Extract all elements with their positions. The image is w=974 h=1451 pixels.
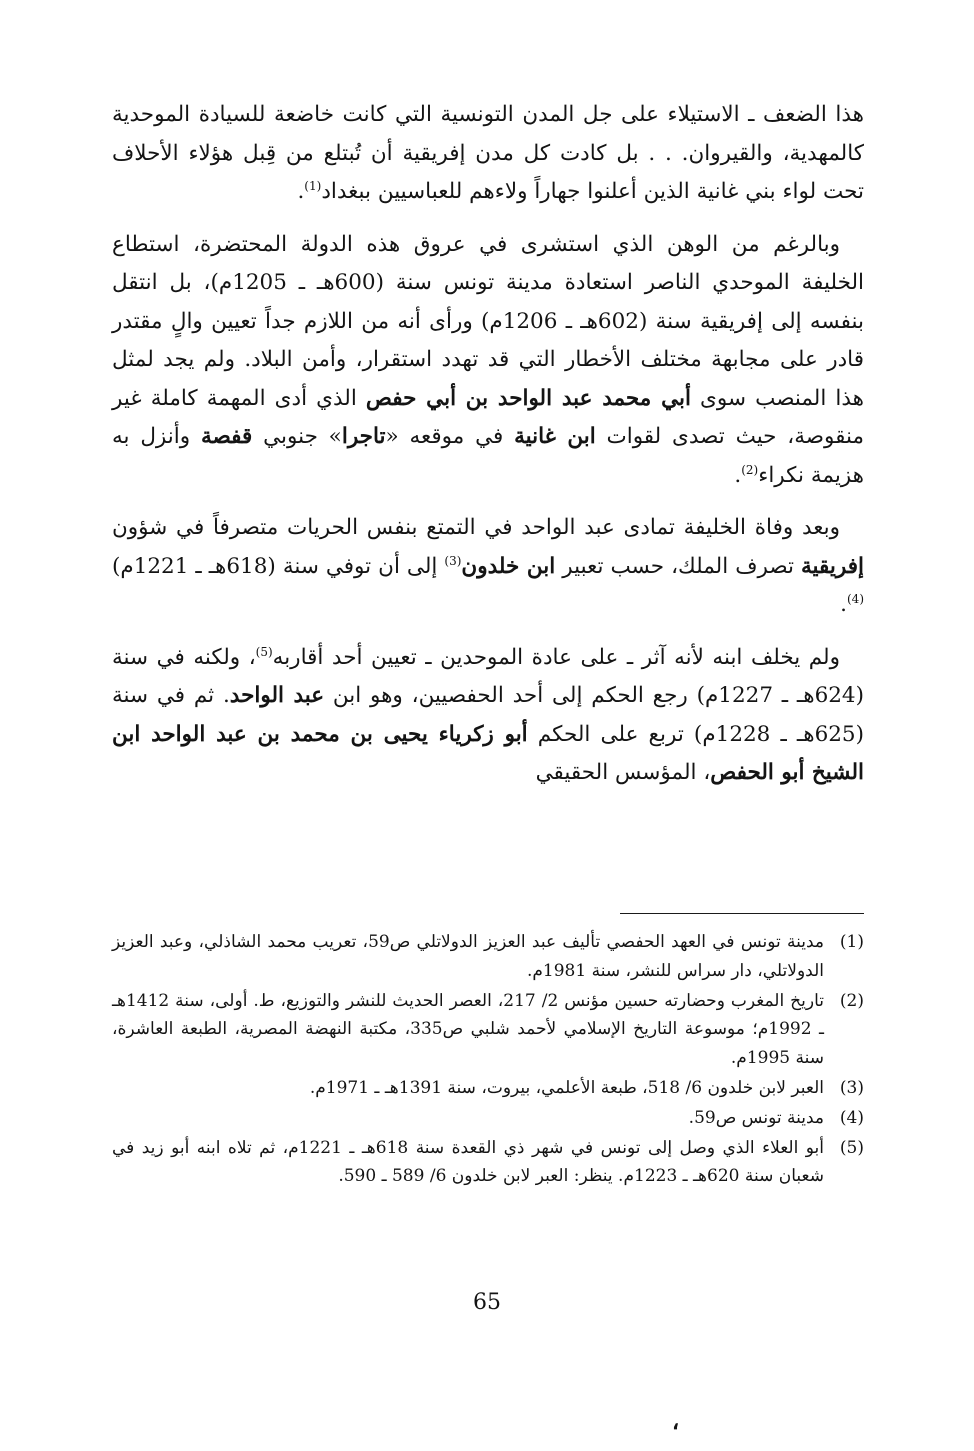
- footnote-ref: (4): [846, 591, 864, 606]
- footnote-text: مدينة تونس في العهد الحفصي تأليف عبد العزيز الدولاتلي ص59، تعريب محمد الشاذلي، وعبد العزيز الدولاتلي، دار سراس للنشر، سنة 1981م.: [112, 932, 825, 981]
- text-run: ، ولكنه في سنة (624هـ ـ 1227م) رجع الحكم إلى أحد الحفصيين، وهو ابن: [112, 644, 864, 708]
- footnote-number: (1): [839, 932, 864, 952]
- footnote-text: مدينة تونس ص59.: [688, 1107, 824, 1128]
- text-run: الذي أدى المهمة كاملة غير منقوصة، حيث تصدى لقوات: [112, 385, 864, 449]
- text-run: وبعد وفاة الخليفة تمادى عبد الواحد في التمتع بنفس الحريات متصرفاً في شؤون: [112, 515, 840, 540]
- footnote-text: العبر لابن خلدون 6/ 518، طبعة الأعلمي، بيروت، سنة 1391هـ ـ 1971م.: [309, 1077, 824, 1098]
- bold-name: أبي محمد عبد الواحد بن أبي حفص: [365, 385, 691, 411]
- footnote-2: [112, 987, 864, 1073]
- bold-name: عبد الواحد: [229, 683, 325, 708]
- footnote-3: [112, 1074, 864, 1103]
- text-run: . ثم في سنة (625هـ ـ 1228م) تربع على الحكم: [112, 683, 865, 747]
- bold-name: أبو زكرياء يحيى بن محمد بن عبد الواحد ابن الشيخ أبو الحفص: [112, 721, 864, 785]
- footnote-number: (3): [839, 1077, 864, 1098]
- bold-place: تاجرا: [341, 424, 386, 449]
- footnote-number: (4): [839, 1107, 864, 1128]
- page-number: 65: [473, 1290, 501, 1315]
- bold-place: إفريقية: [801, 553, 864, 579]
- footnote-divider: [620, 913, 864, 914]
- footnote-ref: (3): [444, 553, 462, 568]
- footnote-number: (5): [839, 1137, 864, 1158]
- text-run: ولم يخلف ابنه لأنه آثر ـ على عادة الموحدين ـ تعيين أحد أقاربه: [272, 644, 840, 670]
- paragraph-4: [112, 639, 864, 793]
- bold-name: ابن خلدون: [461, 553, 556, 579]
- footnote-number: (2): [839, 990, 864, 1011]
- text-run: إلى أن توفي سنة (618هـ ـ 1221م): [112, 553, 445, 579]
- stray-mark: ،: [672, 1409, 680, 1435]
- bold-name: ابن غانية: [514, 424, 596, 449]
- footnote-text: تاريخ المغرب وحضارته حسين مؤنس 2/ 217، العصر الحديث للنشر والتوزيع، ط. أولى، سنة 1412هـ ـ 1992م؛ موسوعة التاريخ الإسلامي لأحمد شلبي ص335، مكتبة النهضة المصرية، الطبعة العاشرة، سنة 1995م.: [112, 990, 824, 1069]
- footnote-ref: (5): [255, 644, 273, 659]
- footnote-1: [112, 928, 864, 986]
- footnotes: [112, 928, 864, 1192]
- text-run: .: [297, 179, 305, 204]
- text-run: ، المؤسس الحقيقي: [535, 760, 711, 785]
- paragraph-1: [112, 96, 864, 212]
- text-run: .: [840, 592, 847, 617]
- text-run: تصرف الملك، حسب تعبير: [555, 553, 801, 579]
- text-run: وأنزل به هزيمة نكراء: [112, 424, 864, 488]
- bold-place: قفصة: [200, 424, 253, 449]
- text-run: في موقعه «: [385, 424, 515, 449]
- text-run: .: [734, 462, 742, 488]
- paragraph-3: [112, 509, 864, 625]
- text-run: وبالرغم من الوهن الذي استشرى في عروق هذه الدولة المحتضرة، استطاع الخليفة الموحدي الناصر استعادة مدينة تونس سنة (600هـ ـ 1205م)، بل انتقل بنفسه إلى إفريقية سنة (602هـ ـ 1206م) ورأى أنه من اللازم جداً تعيين والٍ مقتدر قادر على مجابهة مختلف الأخطار التي قد تهدد استقرار، وأمن البلاد. ولم يجد لمثل هذا المنصب سوى: [112, 231, 865, 411]
- body-text: [112, 96, 864, 807]
- footnote-ref: (2): [741, 462, 759, 477]
- footnote-text: أبو العلاء الذي وصل إلى تونس في شهر ذي القعدة سنة 618هـ ـ 1221م، ثم تلاه ابنه أبو زيد في شعبان سنة 620هـ ـ 1223م. ينظر: العبر لابن خلدون 6/ 589 ـ 590.: [112, 1137, 825, 1187]
- footnote-5: [112, 1134, 864, 1192]
- paragraph-2: [112, 226, 864, 496]
- text-run: » جنوبي: [252, 424, 342, 449]
- text-run: هذا الضعف ـ الاستيلاء على جل المدن التونسية التي كانت خاضعة للسيادة الموحدية كالمهدية، والقيروان. . . بل كادت كل مدن إفريقية أن تُبتلع من قِبل هؤلاء الأحلاف تحت لواء بني غانية الذين أعلنوا جهاراً ولاءهم للعباسيين ببغداد: [112, 102, 864, 204]
- footnote-ref: (1): [304, 178, 322, 193]
- footnote-4: [112, 1104, 864, 1133]
